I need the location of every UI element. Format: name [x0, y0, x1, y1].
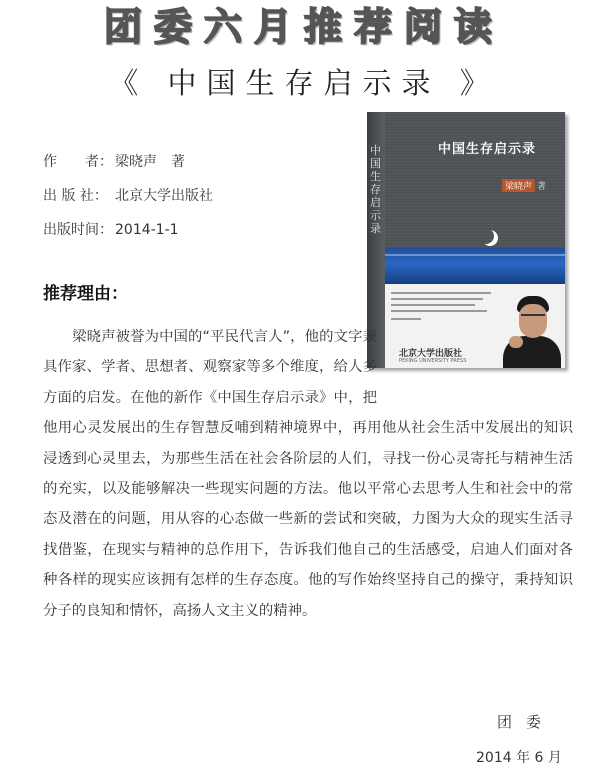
cover-top-panel [385, 112, 565, 258]
cover-publisher-en: PEKING UNIVERSITY PRESS [399, 358, 467, 364]
publisher-line [43, 185, 213, 205]
author-line [43, 151, 185, 171]
signature-org: 团委 [497, 713, 556, 731]
cover-quote-line [391, 310, 487, 312]
author-value: 梁晓声 著 [115, 154, 185, 170]
crescent-moon-icon [478, 228, 494, 244]
cover-title: 中国生存启示录 [438, 142, 537, 157]
cover-author [502, 179, 546, 192]
reason-paragraph [43, 322, 573, 626]
cover-quote-line [391, 292, 491, 294]
cover-publisher: 北京大学出版社 [399, 349, 463, 359]
date-value: 2014-1-1 [115, 222, 179, 238]
cover-wrap-spacer [377, 322, 573, 413]
publisher-value: 北京大学出版社 [115, 188, 213, 204]
portrait-glasses [521, 314, 545, 322]
signature-date: 2014 年 6 月 [476, 750, 562, 766]
cover-quote-line [391, 298, 483, 300]
spine-title: 中国生存启示录 [370, 144, 381, 235]
publisher-label: 出 版 社： [43, 188, 108, 204]
reason-body: 梁晓声被誉为中国的“平民代言人”，他的文字兼具作家、学者、思想者、观察家等多个维度，给人多方面的启发。在他的新作《中国生存启示录》中，把他用心灵发展出的生存智慧反哺到精神境界中，再用他从社会生活中发展出的知识浸透到心灵里去，为那些生活在社会各阶层的人们，寻找一份心灵寄托与精神生活的充实，以及能够解决一些现实问题的方法。他以平常心去思考人生和社会中的常态及潜在的问题，用从容的心态做一些新的尝试和突破，力图为大众的现实生活寻找借鉴，在现实与精神的总作用下，告诉我们他自己的生活感受，启迪人们面对各种各样的现实应该拥有怎样的生存态度。他的写作始终坚持自己的操守，秉持知识分子的良知和情怀，高扬人文主义的精神。 [43, 329, 573, 619]
date-line [43, 219, 179, 239]
cover-author-tag: 梁晓声 [502, 179, 535, 192]
cover-quote-line [391, 304, 475, 306]
reason-heading: 推荐理由： [43, 284, 128, 304]
book-title: 《 中国生存启示录 》 [109, 66, 499, 100]
page-header-title: 团委六月推荐阅读 [103, 5, 504, 49]
author-label: 作 者： [43, 154, 113, 170]
date-label: 出版时间： [43, 222, 113, 238]
cover-author-suffix: 著 [537, 182, 547, 192]
cover-sea-band [385, 248, 565, 284]
cover-quote-line [391, 318, 421, 320]
